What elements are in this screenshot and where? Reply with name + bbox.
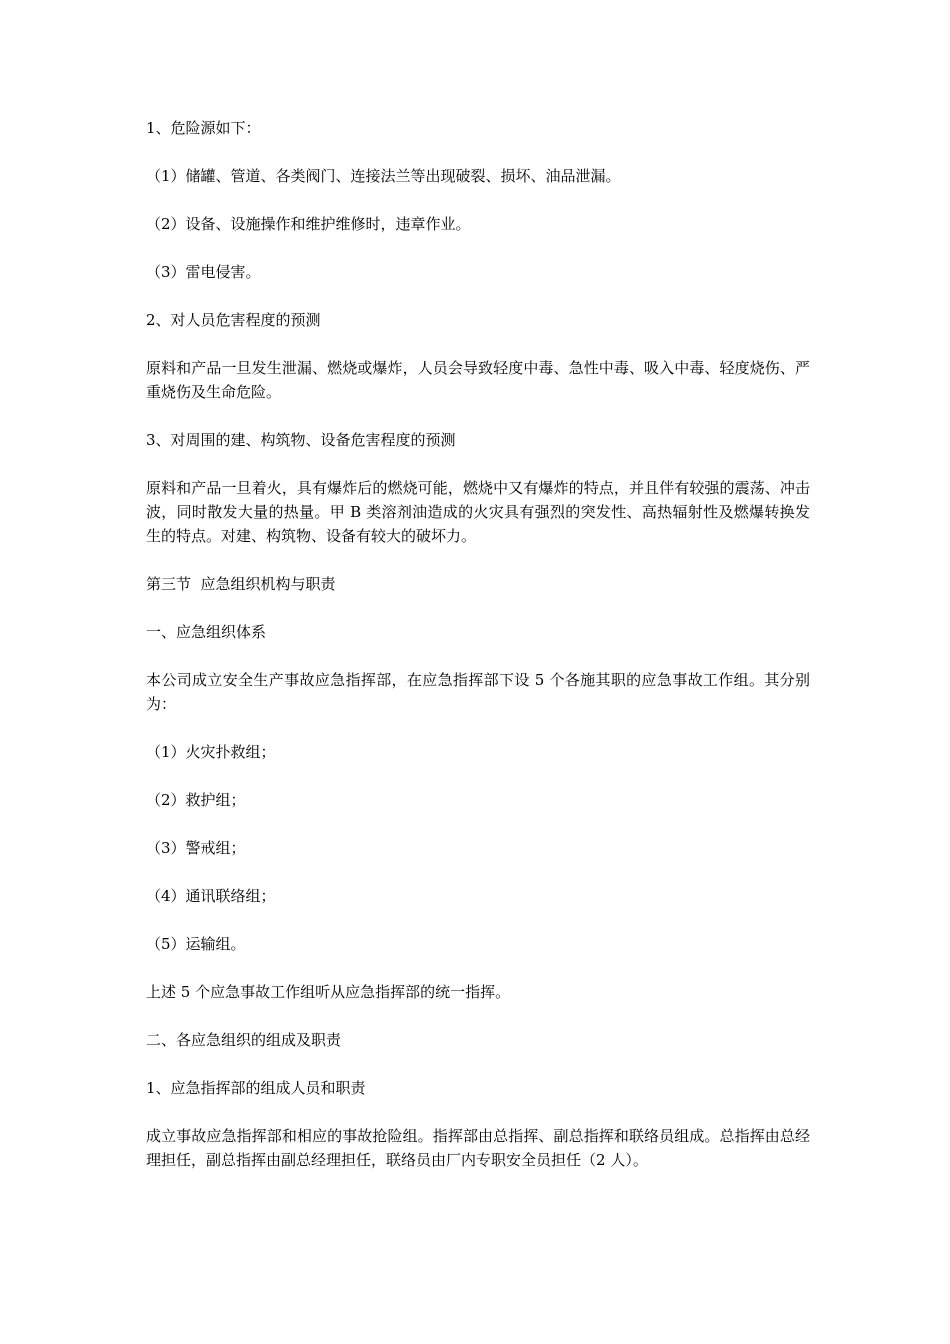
heading-org-duties: 二、各应急组织的组成及职责	[146, 1031, 342, 1049]
group-item-5: （5）运输组。	[146, 935, 246, 953]
group-item-4: （4）通讯联络组；	[146, 887, 276, 905]
paragraph-personnel-harm: 原料和产品一旦发生泄漏、燃烧或爆炸，人员会导致轻度中毒、急性中毒、吸入中毒、轻度烧伤、严重烧伤及生命危险。	[146, 359, 810, 401]
heading-building-harm: 3、对周围的建、构筑物、设备危害程度的预测	[146, 431, 456, 449]
paragraph-building-harm: 原料和产品一旦着火，具有爆炸后的燃烧可能，燃烧中又有爆炸的特点，并且伴有较强的震荡、冲击波，同时散发大量的热量。甲 B 类溶剂油造成的火灾具有强烈的突发性、高热辐射性及燃爆转换发生的特点。对建、构筑物、设备有较大的破坏力。	[146, 479, 810, 545]
hazard-item-2: （2）设备、设施操作和维护维修时，违章作业。	[146, 215, 471, 233]
heading-personnel-harm: 2、对人员危害程度的预测	[146, 311, 321, 329]
heading-command-members: 1、应急指挥部的组成人员和职责	[146, 1079, 366, 1097]
heading-hazard-sources: 1、危险源如下：	[146, 119, 261, 137]
group-item-1: （1）火灾扑救组；	[146, 743, 276, 761]
paragraph-command-members: 成立事故应急指挥部和相应的事故抢险组。指挥部由总指挥、副总指挥和联络员组成。总指挥由总经理担任，副总指挥由副总经理担任，联络员由厂内专职安全员担任（2 人）。	[146, 1127, 810, 1169]
hazard-item-3: （3）雷电侵害。	[146, 263, 261, 281]
group-item-3: （3）警戒组；	[146, 839, 246, 857]
hazard-item-1: （1）储罐、管道、各类阀门、连接法兰等出现破裂、损坏、油品泄漏。	[146, 167, 621, 185]
paragraph-org-system: 本公司成立安全生产事故应急指挥部，在应急指挥部下设 5 个各施其职的应急事故工作组。其分别为：	[146, 671, 810, 713]
section-title: 第三节 应急组织机构与职责	[146, 575, 336, 593]
heading-org-system: 一、应急组织体系	[146, 623, 267, 641]
paragraph-command: 上述 5 个应急事故工作组听从应急指挥部的统一指挥。	[146, 983, 511, 1001]
group-item-2: （2）救护组；	[146, 791, 246, 809]
document-page	[146, 116, 810, 1196]
